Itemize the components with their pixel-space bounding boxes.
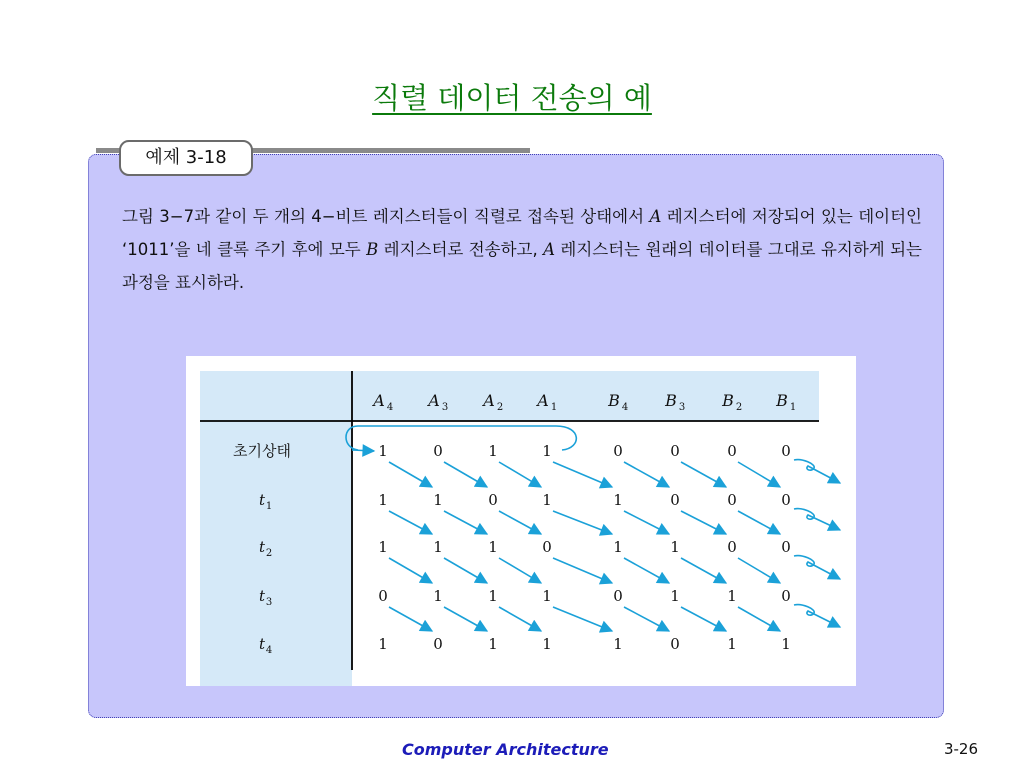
bit-value: 1 — [488, 587, 498, 605]
bit-value: 0 — [781, 538, 791, 556]
shift-arrow — [444, 511, 487, 534]
problem-text-1: 그림 3−7과 같이 두 개의 4−비트 레지스터들이 직렬로 접속된 상태에서 — [122, 207, 650, 226]
bit-value: 1 — [378, 538, 388, 556]
bit-value: 1 — [542, 587, 552, 605]
bit-value: 0 — [727, 442, 737, 460]
shift-arrow — [738, 607, 780, 631]
shift-arrow — [738, 558, 780, 583]
row-label: t — [258, 538, 266, 556]
row-label-subscript: 3 — [265, 597, 273, 608]
column-header-subscript: 1 — [550, 402, 558, 413]
shift-arrow — [624, 462, 669, 487]
column-header-subscript: 2 — [496, 402, 504, 413]
row-label: t — [258, 635, 266, 653]
shift-arrow — [389, 558, 432, 583]
shift-arrow — [681, 462, 726, 487]
column-header-subscript: 4 — [386, 402, 394, 413]
shift-arrow — [738, 462, 780, 487]
bit-value: 0 — [727, 491, 737, 509]
shift-arrow — [553, 607, 612, 631]
bit-value: 0 — [670, 491, 680, 509]
row-label-subscript: 2 — [265, 548, 273, 559]
bit-value: 1 — [433, 538, 443, 556]
shift-arrow — [499, 607, 541, 631]
shift-arrow — [499, 511, 541, 534]
shift-arrow — [624, 607, 669, 631]
shift-arrow — [681, 607, 726, 631]
bit-value: 1 — [781, 635, 791, 653]
column-header-subscript: 4 — [621, 402, 629, 413]
bit-value: 0 — [542, 538, 552, 556]
column-header: A — [537, 391, 549, 410]
row-label-subscript: 4 — [265, 645, 273, 656]
output-arrow — [794, 556, 840, 579]
register-a-ref-2: A — [543, 240, 556, 259]
bit-value: 1 — [670, 538, 680, 556]
output-arrow — [794, 460, 840, 483]
column-header-bg — [352, 371, 819, 421]
column-header-subscript: 3 — [441, 402, 449, 413]
problem-text-2: 레지스터에 저장되어 있는 데이터인 ‘1011’을 네 클록 주기 후에 모두 — [122, 207, 922, 259]
problem-statement — [122, 200, 922, 299]
bit-value: 1 — [727, 587, 737, 605]
bit-value: 0 — [613, 587, 623, 605]
bit-value: 1 — [378, 491, 388, 509]
bit-value: 0 — [781, 587, 791, 605]
row-label: 초기상태 — [233, 442, 291, 460]
problem-text-4: 레지스터는 원래의 데이터를 그대로 유지하게 되는 과정을 표시하라. — [122, 240, 922, 292]
bit-value: 0 — [488, 491, 498, 509]
slide-title: 직렬 데이터 전송의 예 — [372, 81, 652, 115]
bit-value: 1 — [542, 635, 552, 653]
column-header-subscript: 2 — [735, 402, 743, 413]
output-arrow — [794, 509, 840, 530]
bit-value: 1 — [670, 587, 680, 605]
shift-arrow — [624, 558, 669, 583]
bit-value: 1 — [613, 635, 623, 653]
bit-value: 0 — [727, 538, 737, 556]
column-header: B — [776, 391, 788, 410]
shift-arrow — [553, 462, 612, 487]
feedback-arrow — [352, 450, 374, 451]
row-label: t — [258, 491, 266, 509]
bit-value: 1 — [727, 635, 737, 653]
bit-value: 1 — [378, 635, 388, 653]
bit-value: 0 — [781, 442, 791, 460]
shift-arrow — [389, 511, 432, 534]
register-a-ref: A — [649, 207, 662, 226]
row-label-column-bg — [200, 371, 352, 686]
shift-table-svg — [186, 356, 856, 686]
shift-arrow — [499, 558, 541, 583]
shift-arrow — [444, 607, 487, 631]
register-b-ref: B — [366, 240, 379, 259]
column-header: B — [665, 391, 677, 410]
bit-value: 0 — [378, 587, 388, 605]
shift-arrow — [499, 462, 541, 487]
column-header: A — [373, 391, 385, 410]
bit-value: 1 — [488, 635, 498, 653]
bit-value: 0 — [781, 491, 791, 509]
column-header-subscript: 1 — [789, 402, 797, 413]
shift-arrow — [681, 511, 726, 534]
bit-value: 1 — [613, 491, 623, 509]
problem-text-3: 레지스터로 전송하고, — [378, 240, 544, 259]
footer-page-number: 3-26 — [943, 740, 978, 758]
bit-value: 0 — [670, 442, 680, 460]
bit-value: 0 — [613, 442, 623, 460]
column-header-subscript: 3 — [678, 402, 686, 413]
shift-arrow — [389, 607, 432, 631]
shift-arrow — [553, 511, 612, 534]
bit-value: 0 — [433, 442, 443, 460]
row-label: t — [258, 587, 266, 605]
column-header: A — [428, 391, 440, 410]
bit-value: 0 — [433, 635, 443, 653]
bit-value: 1 — [433, 587, 443, 605]
shift-arrow — [389, 462, 432, 487]
shift-arrow — [444, 558, 487, 583]
bit-value: 1 — [542, 491, 552, 509]
shift-arrow — [624, 511, 669, 534]
footer-course: Computer Architecture — [402, 740, 609, 759]
output-arrow — [794, 605, 840, 627]
bit-value: 1 — [488, 538, 498, 556]
example-badge: 예제 3-18 — [119, 140, 253, 176]
shift-arrow — [681, 558, 726, 583]
bit-value: 0 — [670, 635, 680, 653]
shift-arrow — [738, 511, 780, 534]
shift-arrow — [553, 558, 612, 583]
column-header: B — [722, 391, 734, 410]
bit-value: 1 — [613, 538, 623, 556]
row-label-subscript: 1 — [265, 501, 273, 512]
shift-arrow — [444, 462, 487, 487]
column-header: A — [483, 391, 495, 410]
shift-register-figure — [186, 356, 856, 686]
column-header: B — [608, 391, 620, 410]
bit-value: 1 — [378, 442, 388, 460]
bit-value: 1 — [542, 442, 552, 460]
bit-value: 1 — [488, 442, 498, 460]
bit-value: 1 — [433, 491, 443, 509]
